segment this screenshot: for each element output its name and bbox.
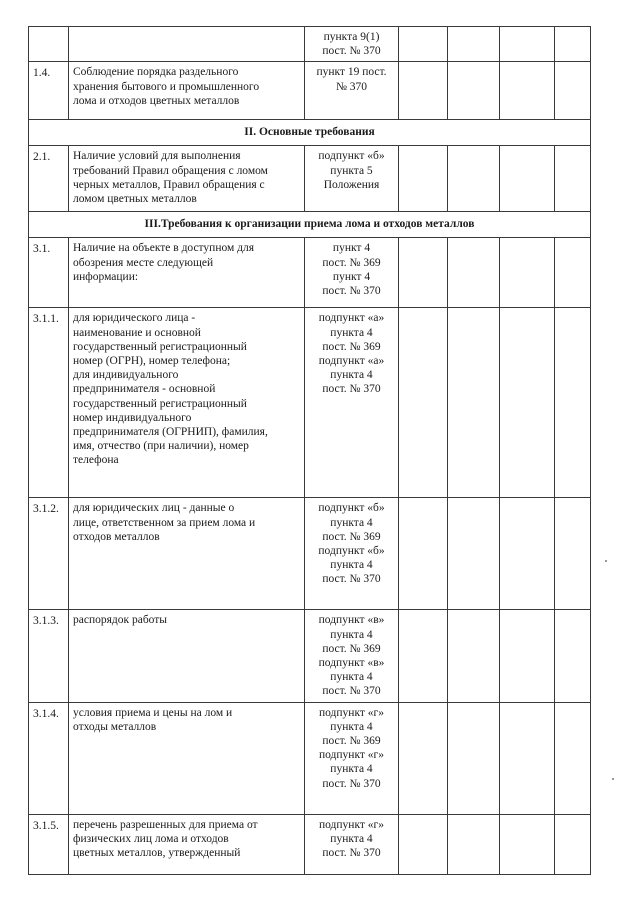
legal-reference-line: подпункт «а» <box>318 312 385 325</box>
answer-cell[interactable] <box>399 62 448 120</box>
requirement-text-line: номер индивидуального <box>73 411 192 424</box>
section-title: III.Требования к организации приема лома и отходов металлов <box>29 212 591 238</box>
item-number: 3.1.3. <box>29 610 69 702</box>
item-number: 3.1.1. <box>29 308 69 498</box>
checklist-row <box>29 308 591 498</box>
answer-cell[interactable] <box>500 146 555 212</box>
requirement-text <box>69 62 305 120</box>
legal-reference-line: пункта 4 <box>330 326 373 339</box>
requirement-text-line: ломом цветных металлов <box>73 193 197 206</box>
requirement-text-line: отходы металлов <box>73 720 157 733</box>
answer-cell[interactable] <box>399 814 448 874</box>
answer-cell[interactable] <box>399 702 448 814</box>
requirement-text-line: для юридического лица - <box>73 312 196 325</box>
answer-cell[interactable] <box>448 62 500 120</box>
legal-reference-line: пост. № 370 <box>322 383 381 396</box>
legal-reference-line: пункта 4 <box>330 516 373 529</box>
requirement-text-line: требований Правил обращения с ломом <box>73 164 268 177</box>
item-number <box>29 27 69 62</box>
legal-reference-line: пост. № 369 <box>322 256 381 269</box>
requirement-text-line: Наличие на объекте в доступном для <box>73 242 255 255</box>
legal-reference-line: пункта 4 <box>330 671 373 684</box>
requirement-text <box>69 702 305 814</box>
answer-cell[interactable] <box>399 308 448 498</box>
requirement-text-line: для юридических лиц - данные о <box>73 502 235 515</box>
requirement-text-line: лома и отходов цветных металлов <box>73 94 240 107</box>
legal-reference-line: подпункт «г» <box>318 749 385 762</box>
answer-cell[interactable] <box>399 27 448 62</box>
answer-cell[interactable] <box>399 610 448 702</box>
requirement-text-line: Наличие условий для выполнения <box>73 150 241 163</box>
answer-cell[interactable] <box>448 814 500 874</box>
answer-cell[interactable] <box>399 238 448 308</box>
answer-cell[interactable] <box>555 610 591 702</box>
checklist-row <box>29 27 591 62</box>
legal-reference-line: пункта 9(1) <box>323 31 380 43</box>
legal-reference-line: пункт 4 <box>332 270 371 283</box>
requirement-text <box>69 308 305 498</box>
legal-reference <box>305 308 399 498</box>
requirement-text-line: для индивидуального <box>73 369 179 382</box>
requirement-text-line: физических лиц лома и отходов <box>73 832 229 845</box>
legal-reference-line: пункт 19 пост. <box>316 66 387 79</box>
answer-cell[interactable] <box>500 308 555 498</box>
legal-reference-line: пост. № 369 <box>322 530 381 543</box>
legal-reference-line: пункта 4 <box>330 832 373 845</box>
answer-cell[interactable] <box>555 62 591 120</box>
requirement-text-line: цветных металлов, утвержденный <box>73 847 241 860</box>
answer-cell[interactable] <box>500 498 555 610</box>
legal-reference-line: подпункт «г» <box>318 818 385 831</box>
legal-reference-line: пост. № 370 <box>322 847 381 860</box>
answer-cell[interactable] <box>555 27 591 62</box>
scan-speck <box>605 560 607 562</box>
answer-cell[interactable] <box>500 702 555 814</box>
requirement-text-line: отходов металлов <box>73 530 160 543</box>
answer-cell[interactable] <box>399 146 448 212</box>
legal-reference-line: подпункт «а» <box>318 355 385 368</box>
legal-reference-line: пункт 4 <box>332 242 371 255</box>
section-header-row <box>29 212 591 238</box>
answer-cell[interactable] <box>555 308 591 498</box>
requirement-text-line: номер (ОГРН), номер телефона; <box>73 355 231 368</box>
requirement-text-line: государственный регистрационный <box>73 340 247 353</box>
answer-cell[interactable] <box>448 308 500 498</box>
requirement-text <box>69 610 305 702</box>
answer-cell[interactable] <box>500 27 555 62</box>
checklist-row <box>29 62 591 120</box>
requirement-text-line: хранения бытового и промышленного <box>73 80 260 93</box>
checklist-table <box>28 26 591 875</box>
answer-cell[interactable] <box>448 498 500 610</box>
checklist-row <box>29 814 591 874</box>
legal-reference <box>305 238 399 308</box>
item-number: 3.1.2. <box>29 498 69 610</box>
requirement-text-line: условия приема и цены на лом и <box>73 706 233 719</box>
requirement-text-line: распорядок работы <box>73 614 168 627</box>
item-number: 3.1.5. <box>29 814 69 874</box>
legal-reference-line: пост. № 369 <box>322 642 381 655</box>
legal-reference-line: подпункт «в» <box>318 614 385 627</box>
legal-reference <box>305 702 399 814</box>
legal-reference-line: подпункт «б» <box>318 502 385 515</box>
legal-reference-line: пост. № 370 <box>322 285 381 298</box>
legal-reference-line: пост. № 369 <box>322 340 381 353</box>
answer-cell[interactable] <box>448 146 500 212</box>
checklist-row <box>29 146 591 212</box>
item-number: 2.1. <box>29 146 69 212</box>
requirement-text-line: телефона <box>73 454 119 467</box>
requirement-text-line: перечень разрешенных для приема от <box>73 818 258 831</box>
checklist-row <box>29 702 591 814</box>
answer-cell[interactable] <box>555 146 591 212</box>
legal-reference <box>305 62 399 120</box>
checklist-row <box>29 610 591 702</box>
item-number: 3.1. <box>29 238 69 308</box>
legal-reference-line: пост. № 370 <box>322 573 381 586</box>
legal-reference-line: пункта 4 <box>330 720 373 733</box>
requirement-text-line: обозрения месте следующей <box>73 256 214 269</box>
scan-speck <box>612 778 614 780</box>
answer-cell[interactable] <box>500 814 555 874</box>
legal-reference-line: пункта 4 <box>330 763 373 776</box>
requirement-text <box>69 27 305 62</box>
answer-cell[interactable] <box>448 610 500 702</box>
legal-reference-line: подпункт «б» <box>318 150 385 163</box>
requirement-text-line: имя, отчество (при наличии), номер <box>73 440 249 453</box>
requirement-text <box>69 238 305 308</box>
requirement-text <box>69 814 305 874</box>
legal-reference-line: подпункт «в» <box>318 657 385 670</box>
legal-reference-line: пункта 5 <box>330 164 373 177</box>
requirement-text-line: предпринимателя - основной <box>73 383 216 396</box>
requirement-text-line: черных металлов, Правил обращения с <box>73 178 265 191</box>
legal-reference <box>305 146 399 212</box>
requirement-text-line: наименование и основной <box>73 326 201 339</box>
legal-reference-line: пост. № 369 <box>322 735 381 748</box>
answer-cell[interactable] <box>500 238 555 308</box>
legal-reference <box>305 610 399 702</box>
answer-cell[interactable] <box>500 62 555 120</box>
answer-cell[interactable] <box>555 702 591 814</box>
legal-reference-line: пункта 4 <box>330 559 373 572</box>
legal-reference <box>305 814 399 874</box>
legal-reference-line: подпункт «г» <box>318 706 385 719</box>
answer-cell[interactable] <box>448 702 500 814</box>
requirement-text <box>69 146 305 212</box>
requirement-text <box>69 498 305 610</box>
answer-cell[interactable] <box>500 610 555 702</box>
legal-reference-line: пункта 4 <box>330 369 373 382</box>
answer-cell[interactable] <box>399 498 448 610</box>
answer-cell[interactable] <box>448 238 500 308</box>
legal-reference-line: № 370 <box>335 80 368 93</box>
answer-cell[interactable] <box>555 498 591 610</box>
requirement-text-line: Соблюдение порядка раздельного <box>73 66 239 79</box>
answer-cell[interactable] <box>555 238 591 308</box>
section-title: II. Основные требования <box>29 120 591 146</box>
legal-reference-line: пост. № 370 <box>322 777 381 790</box>
requirement-text-line: государственный регистрационный <box>73 397 247 410</box>
checklist-row <box>29 238 591 308</box>
legal-reference-line: пост. № 370 <box>322 45 381 58</box>
item-number: 3.1.4. <box>29 702 69 814</box>
legal-reference <box>305 498 399 610</box>
answer-cell[interactable] <box>448 27 500 62</box>
item-number: 1.4. <box>29 62 69 120</box>
legal-reference <box>305 27 399 62</box>
legal-reference-line: пост. № 370 <box>322 685 381 698</box>
checklist-row <box>29 498 591 610</box>
legal-reference-line: пункта 4 <box>330 628 373 641</box>
legal-reference-line: подпункт «б» <box>318 545 385 558</box>
inspection-checklist-page <box>28 26 590 875</box>
legal-reference-line: Положения <box>323 178 380 191</box>
requirement-text-line: информации: <box>73 270 139 283</box>
requirement-text-line: лице, ответственном за прием лома и <box>73 516 256 529</box>
answer-cell[interactable] <box>555 814 591 874</box>
requirement-text-line: предпринимателя (ОГРНИП), фамилия, <box>73 426 268 439</box>
section-header-row <box>29 120 591 146</box>
